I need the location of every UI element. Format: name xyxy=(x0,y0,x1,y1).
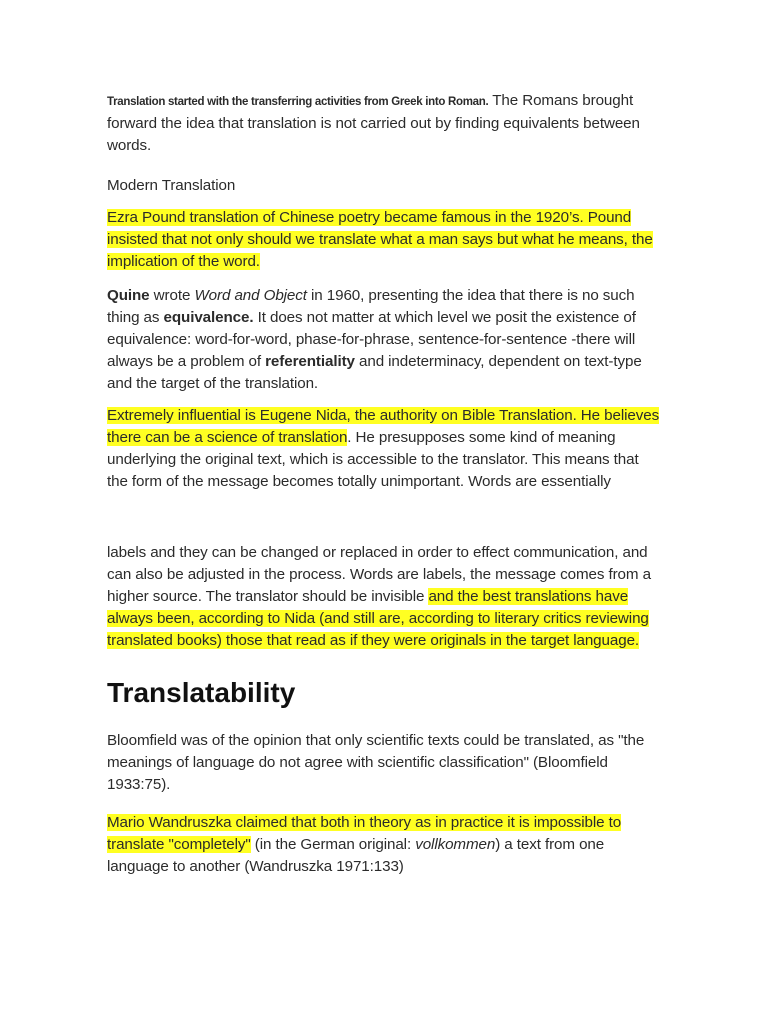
paragraph-bloomfield: Bloomfield was of the opinion that only scientific texts could be translated, as "the meanings of language do not agree with scientific classification" (Bloomfield 1933:75). xyxy=(107,732,645,793)
paragraph-text: labels and they can be changed or replaced in order to effect communication, and can also be adjusted in the process. Words are labels, the message comes from a higher source. The translator should be invisible xyxy=(107,544,651,605)
paragraph-labels xyxy=(107,542,663,652)
paragraph-wandruszka xyxy=(107,812,663,878)
paragraph-text: . He presupposes some kind of meaning underlying the original text, which is accessible to the translator. This means that the form of the message becomes totally unimportant. Words are essentially xyxy=(107,429,639,490)
paragraph-text: in 1960, presenting the idea that there is no such thing as xyxy=(107,287,635,326)
paragraph-quine xyxy=(107,285,663,395)
heading-translatability: Translatability xyxy=(107,677,296,708)
lead-in-sentence: Translation started with the transferring activities from Greek into Roman. xyxy=(107,96,489,108)
highlighted-text: Ezra Pound translation of Chinese poetry became famous in the 1920’s. Pound insisted that not only should we translate what a man says but what he means, the implication of the word. xyxy=(107,209,653,270)
section-label-modern-translation: Modern Translation xyxy=(107,177,236,194)
bold-term-equivalence: equivalence. xyxy=(163,309,254,326)
paragraph-text: and indeterminacy, dependent on text-type and the target of the translation. xyxy=(107,353,642,392)
italic-work-title: Word and Object xyxy=(194,287,307,304)
bold-term-quine: Quine xyxy=(107,287,150,304)
paragraph-roman-translation xyxy=(107,90,663,157)
highlighted-text: and the best translations have always been, according to Nida (and still are, according to literary critics reviewing translated books) those that read as if they were originals in the target language. xyxy=(107,588,649,649)
highlighted-text: Mario Wandruszka claimed that both in theory as in practice it is impossible to translate "completely" xyxy=(107,814,622,853)
paragraph-text: wrote xyxy=(149,287,195,304)
paragraph-eugene-nida xyxy=(107,405,663,493)
paragraph-text: The Romans brought forward the idea that translation is not carried out by finding equivalents between words. xyxy=(107,92,640,154)
italic-german-word: vollkommen xyxy=(415,836,496,853)
paragraph-text: (in the German original: xyxy=(250,836,416,853)
paragraph-text: It does not matter at which level we posit the existence of equivalence: word-for-word, phase-for-phrase, sentence-for-sentence -there will always be a problem of xyxy=(107,309,636,370)
paragraph-ezra-pound xyxy=(107,207,663,273)
document-page xyxy=(107,88,663,878)
paragraph-text: ) a text from one language to another (Wandruszka 1971:133) xyxy=(107,836,605,875)
bold-term-referentiality: referentiality xyxy=(265,353,355,370)
highlighted-text: Extremely influential is Eugene Nida, the authority on Bible Translation. He believes there can be a science of translation xyxy=(107,407,660,446)
